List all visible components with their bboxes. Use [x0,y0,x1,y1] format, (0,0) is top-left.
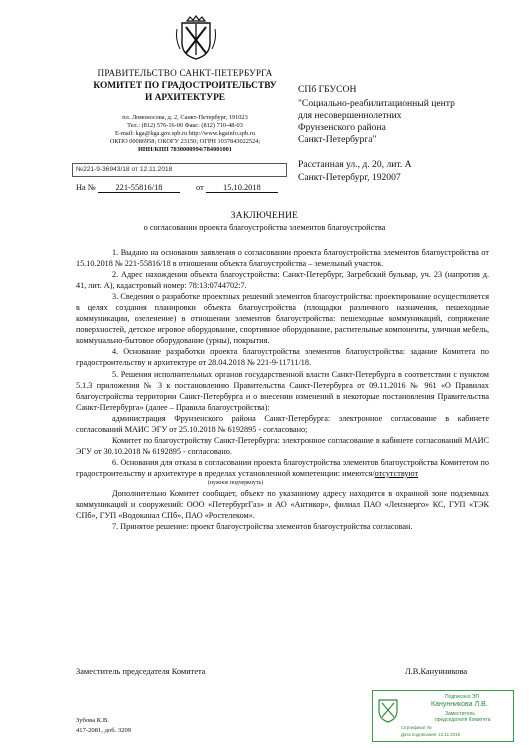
committee-address: пл. Ломоносова, д. 2, Санкт-Петербург, 191023 [122,114,248,121]
recipient-org-line3: Фрунзенского района [298,122,386,133]
paragraph-6-note: (нужное подчеркнуть) [208,479,264,486]
paragraph-6-sep: / [372,468,375,478]
committee-name-line2: И АРХИТЕКТУРЕ [144,93,226,103]
paragraph-2: 2. Адрес нахождения объекта благоустройства: Санкт-Петербург, Загребский бульвар, уч. 23 (напротив д. 41, лит. А), кадастровый номер: 78:13:0744702:7. [76,270,489,291]
paragraph-4: 4. Основание разработки проекта благоустройства элементов благоустройства: задание Комитета по градостроительству и архитектуре от 28.04.2018 № 221-9-11711/18. [76,347,489,368]
reference-number: 221-55816/18 [98,183,180,193]
paragraph-5a-tail: - согласовано; [258,424,308,434]
committee-codes-1: ОКПО 00086958; ОКОГУ 23150; ОГРН 1037843022524; [109,138,261,145]
reference-date: 15.10.2018 [206,183,278,193]
paragraph-6-choice-b: отсутствуют [374,468,419,478]
paragraph-3: 3. Сведения о разработке проектных решений элементов благоустройства: проектирование осуществляется в целях создания планировки объекта благоустройства (площадки различного назначения, пешеходные коммуникации, озеленение) в отношении элементов благоустройства: пешеходные коммуникаций, сопряжение поверхностей, детское игровое оборудование, спортивное оборудование, растительные компоненты, уличная мебель, коммунально-бытовое оборудование (урны), покрытия. [76,292,489,346]
stamp-sign-date: Дата подписания: 12.11.2018 [401,732,461,737]
reference-number-prefix: На № [76,183,96,192]
paragraph-6-text: 6. Основания для отказа в согласовании проекта благоустройства элементов благоустройства Комитетом по градостроительству и архитектуре в пределах установленной компетенции: [76,457,489,478]
signer-position: Заместитель председателя Комитета [76,667,206,676]
registration-stamp: №221-9-36943/18 от 12.11.2018 [72,163,287,177]
recipient-city: Санкт-Петербург, 192007 [298,172,401,183]
reference-number-line [76,183,278,193]
paragraph-7: 7. Принятое решение: проект благоустройства элементов благоустройства согласован. [112,522,413,532]
stamp-position-1: Заместитель [445,711,475,717]
committee-email: E-mail: kga@kga.gov.spb.ru http://www.kgainfo.spb.ru [115,130,255,137]
committee-name-line1: КОМИТЕТ ПО ГРАДОСТРОИТЕЛЬСТВУ [93,81,277,91]
document-title: ЗАКЛЮЧЕНИЕ [230,211,299,221]
recipient-org-short: СПб ГБУСОН [298,84,357,95]
executor-name: Зубова К.В. [76,717,109,724]
government-name: ПРАВИТЕЛЬСТВО САНКТ-ПЕТЕРБУРГА [97,68,273,78]
paragraph-5a-text: администрация Фрунзенского района Санкт-Петербурга: электронное согласование в кабинете согласований МАИС ЭГУ от 25.10.2018 № 6192895 [76,413,489,434]
stamp-certificate: Сертификат № [401,725,432,730]
executor-phone: 417-2081, доб. 3209 [76,727,132,734]
stamp-crest-icon [377,697,399,728]
paragraph-6-choice-a: имеются [342,468,373,478]
paragraph-5: 5. Решения исполнительных органов государственной власти Санкт-Петербурга в соответствии с пунктом 5.1.3 приложения № 3 к постановлению Правительства Санкт-Петербурга от 09.11.2016 № 961 «О Правилах благоустройства территории Санкт-Петербурга и о внесении изменений в некоторые постановления Правительства Санкт-Петербурга» (далее – Правила благоустройства): [76,369,489,412]
paragraph-5a [76,413,489,435]
paragraph-1: 1. Выдано на основании заявления о согласовании проекта благоустройства элементов благоустройства от 15.10.2018 № 221-55816/18 в отношении объекта благоустройства – земельный участок. [76,248,489,269]
paragraph-extra: Дополнительно Комитет сообщает, объект по указанному адресу находится в охранной зоне подземных коммуникаций и сооружений: ООО «ПетербургГаз» и АО «Антикор», филиал ПАО «Ленэнерго» КС, ГУП «ТЭК СПб», ГУП «Водоканал СПб», ПАО «Ростелеком». [76,488,489,521]
paragraph-6 [76,457,489,479]
recipient-org-line2: для несовершеннолетних [298,110,402,121]
paragraph-5b-tail: - согласовано. [183,446,232,456]
document-body [76,247,489,532]
recipient-org-line4: Санкт-Петербурга" [298,134,377,145]
stamp-position-2: председателя Комитета [435,717,491,723]
reference-date-prefix: от [196,183,204,192]
committee-codes-2: ИНН/КПП 7830000994/784001001 [138,146,232,153]
paragraph-5b [76,435,489,457]
recipient-org-line1: "Социально-реабилитационный центр [298,98,455,109]
coat-of-arms-icon [174,15,218,61]
stamp-signer-name: Канунникова Л.В. [431,701,488,708]
document-subtitle: о согласовании проекта благоустройства элементов благоустройства [143,223,386,232]
committee-phone: Тел.: (812) 576-16-00 Факс: (812) 710-48-03 [127,122,243,129]
signer-name: Л.В.Канунникова [405,667,468,676]
stamp-signed-label: Подписано ЭП [445,694,480,700]
paragraph-5b-text: Комитет по благоустройству Санкт-Петербурга: электронное согласование в кабинете согласований МАИС ЭГУ от 30.10.2018 № 6192895 [76,435,489,456]
recipient-street: Расстанная ул., д. 20, лит. А [298,159,412,170]
electronic-signature-stamp [372,690,514,742]
